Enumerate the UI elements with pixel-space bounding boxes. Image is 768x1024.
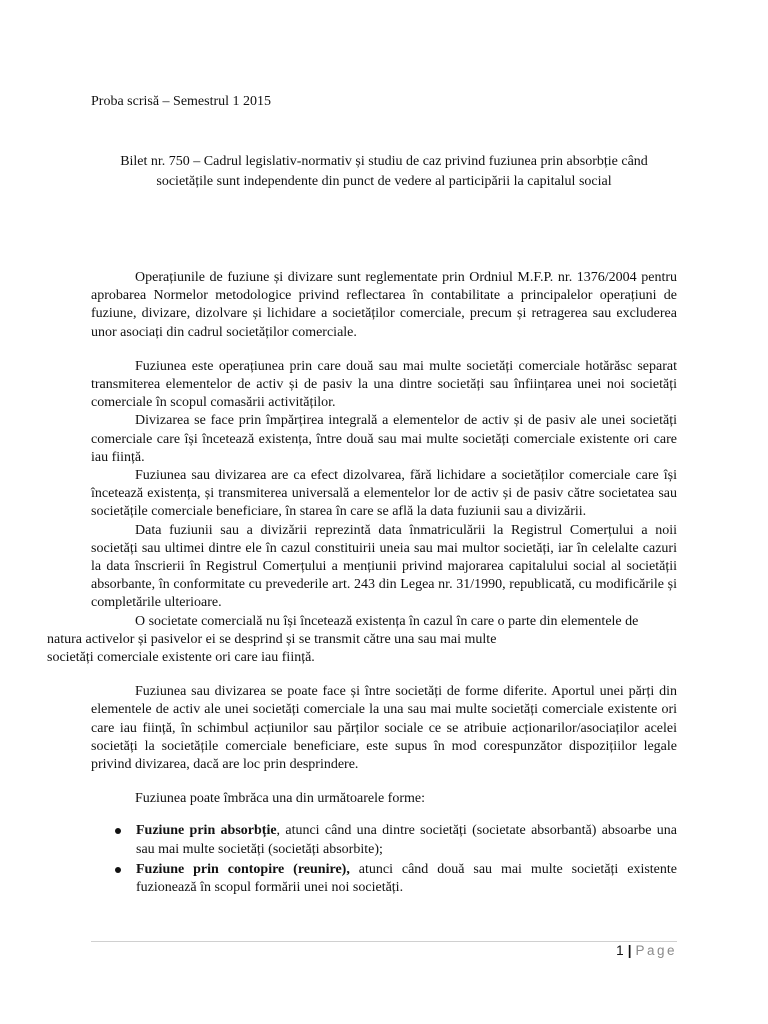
partial-transfer-line-1: O societate comercială nu își încetează existența în cazul în care o parte din elementele de <box>135 613 639 629</box>
ticket-title-line-1: Bilet nr. 750 – Cadrul legislativ-normativ și studiu de caz privind fuziunea prin absorbție când <box>120 154 648 169</box>
paragraph-partial-transfer <box>47 613 677 668</box>
ticket-title <box>91 152 677 192</box>
footer-divider <box>91 941 677 942</box>
paragraph-forms-intro: Fuziunea poate îmbrăca una din următoarele forme: <box>135 791 425 807</box>
bullet-icon <box>115 828 121 834</box>
page-number: 1 <box>616 943 624 958</box>
bullet-text: atunci când două sau mai multe societăți existente fuzionează în scopul formării unei noi societăți. <box>136 861 677 896</box>
paragraph-fusion-definition: Fuziunea este operațiunea prin care două sau mai multe societăți comerciale hotărăsc separat transmiterea elementelor de activ și de pasiv la una dintre societăți sau înființarea unei noi societăți comerciale în scopul comasării activităților. <box>91 358 677 411</box>
page-footer <box>616 942 677 960</box>
partial-transfer-line-3: societăți comerciale existente ori care iau ființă. <box>47 650 315 666</box>
paragraph-regulation: Operațiunile de fuziune și divizare sunt reglementate prin Ordniul M.F.P. nr. 1376/2004 pentru aprobarea Normelor metodologice privind reflectarea în contabilitate a principalelor operațiuni de fuziune, divizare, dizolvare și lichidare a societăților comerciale, precum și retragerea sau excluderea unor asociați din cadrul societăților comerciale. <box>91 270 677 340</box>
footer-separator: | <box>627 943 632 958</box>
ticket-title-line-2: societățile sunt independente din punct de vedere al participării la capitalul social <box>156 174 612 189</box>
list-item <box>91 822 677 858</box>
page-label: Page <box>635 943 677 958</box>
partial-transfer-line-2: natura activelor și pasivelor ei se desprind și se transmit către una sau mai multe <box>47 631 497 647</box>
document-body <box>47 269 677 899</box>
fusion-forms-list <box>91 822 677 897</box>
bullet-icon <box>115 867 121 873</box>
paragraph-different-forms: Fuziunea sau divizarea se poate face și între societăți de forme diferite. Aportul unei părți din elementele de activ ale unei societăți comerciale la una sau mai multe societăți comerciale existente ori care iau ființă, în schimbul acțiunilor sau părților sociale ce se atribuie acționarilor/asociaților acelei societăți la societățile comerciale beneficiare, este supus în mod corespunzător dispozițiilor legale privind divizarea, dacă are loc prin desprindere. <box>91 684 677 773</box>
bullet-term: Fuziune prin contopire (reunire), <box>136 861 350 877</box>
bullet-term: Fuziune prin absorbție <box>136 823 277 839</box>
bullet-text: , atunci când una dintre societăți (societate absorbantă) absoarbe una sau mai multe societăți (societăți absorbite); <box>136 823 677 857</box>
paragraph-division-definition: Divizarea se face prin împărțirea integrală a elementelor de activ și de pasiv ale unei societăți comerciale care își încetează existența, între două sau mai multe societăți comerciale existente ori care iau ființă. <box>91 413 677 465</box>
paragraph-effects: Fuziunea sau divizarea are ca efect dizolvarea, fără lichidare a societăților comerciale care își încetează existența, și transmiterea universală a elementelor lor de activ și de pasiv către societatea sau societățile comerciale beneficiare, în starea în care se află la data fuziunii sau a divizării. <box>91 468 677 520</box>
exam-header: Proba scrisă – Semestrul 1 2015 <box>91 94 272 109</box>
list-item <box>91 861 677 897</box>
paragraph-fusion-date: Data fuziunii sau a divizării reprezintă data înmatriculării la Registrul Comerțului a noii societăți sau ultimei dintre ele în cazul constituirii uneia sau mai multor societăți, iar în celelalte cazuri la data înscrierii în Registrul Comerțului a mențiunii privind majorarea capitalului social al societății absorbante, în conformitate cu prevederile art. 243 din Legea nr. 31/1990, republicată, cu modificările și completările ulterioare. <box>91 522 677 611</box>
